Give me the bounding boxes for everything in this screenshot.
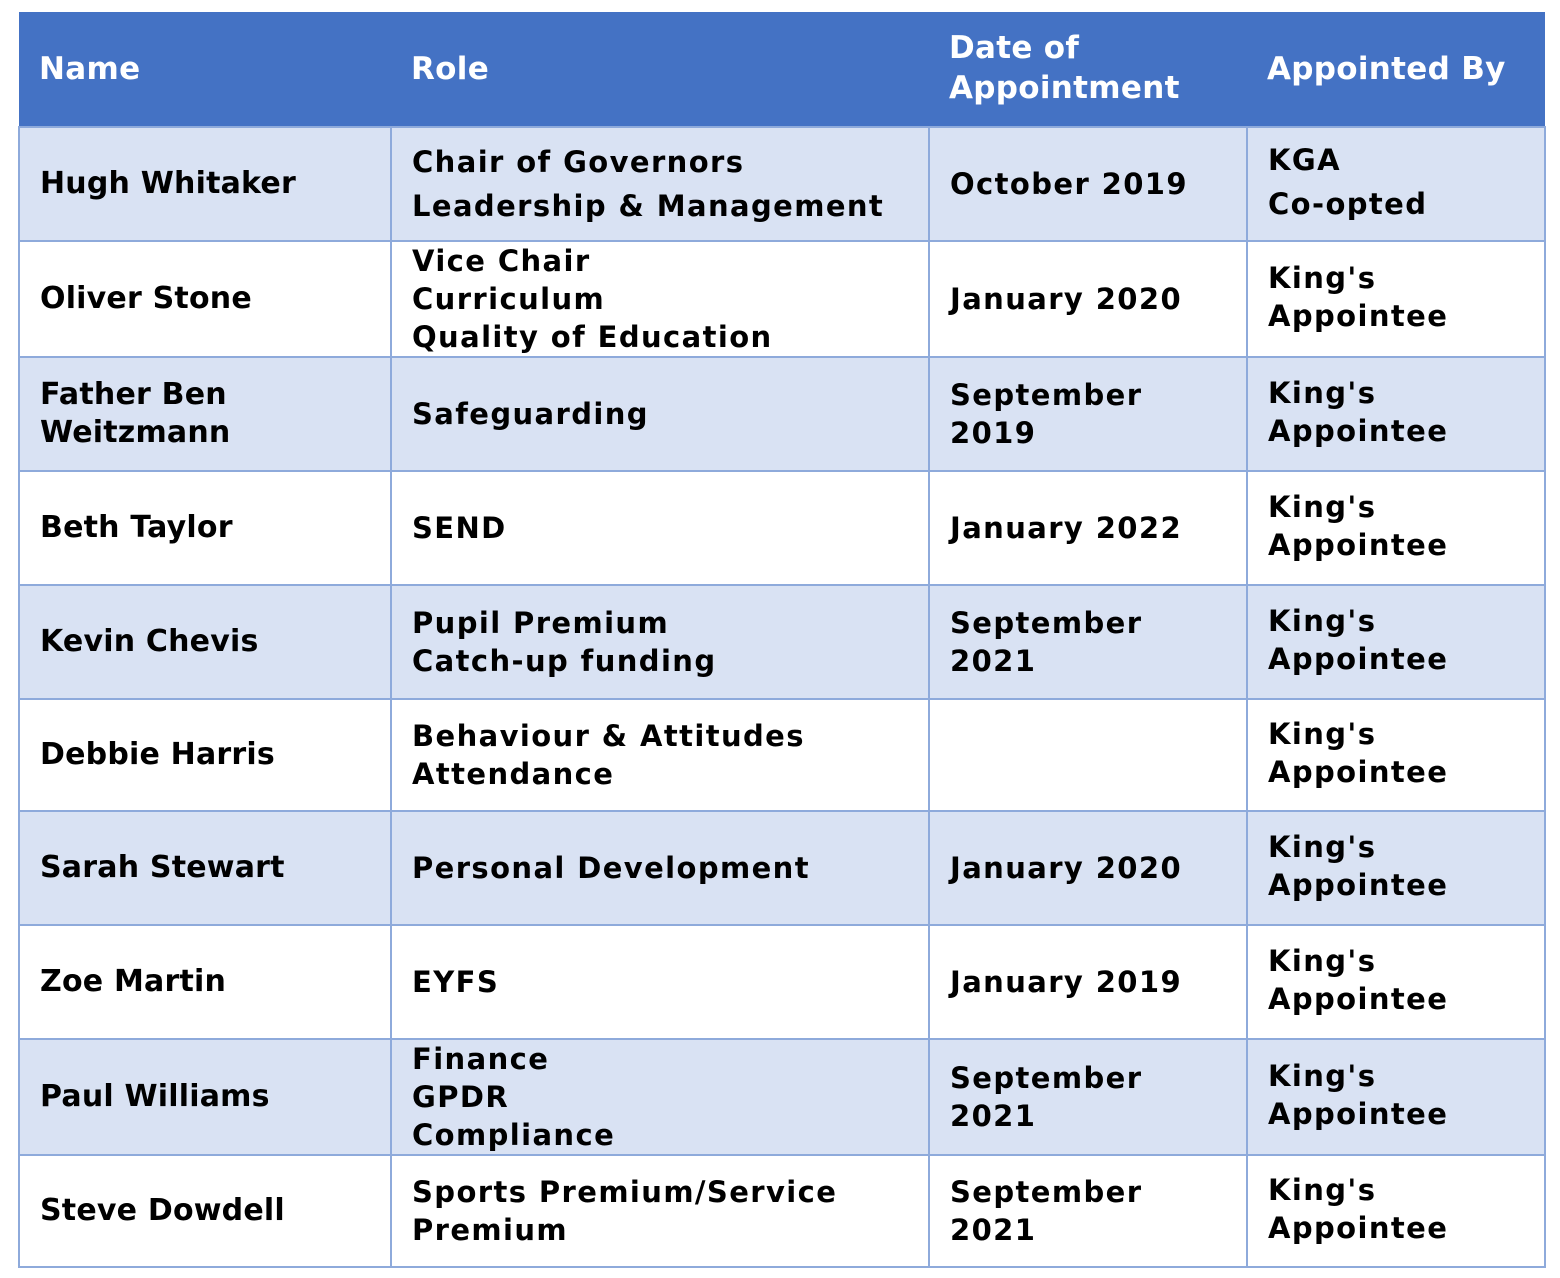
cell-date: September 2021 (929, 585, 1247, 699)
cell-name (19, 1039, 391, 1155)
table-row (19, 127, 1545, 241)
cell-role-line: Chair of Governors (412, 145, 745, 179)
cell-date: September 2021 (929, 1155, 1247, 1267)
cell-name (19, 811, 391, 925)
cell-name-line: Steve Dowdell (40, 1193, 285, 1228)
cell-appointed-by-line: Appointee (1268, 414, 1449, 448)
cell-name (19, 699, 391, 811)
cell-role (391, 241, 929, 357)
cell-appointed-by-line: KGA (1268, 143, 1341, 177)
cell-date: September 2021 (929, 1039, 1247, 1155)
cell-name (19, 585, 391, 699)
cell-role-line: Attendance (412, 757, 615, 791)
cell-appointed-by-line: Appointee (1268, 299, 1449, 333)
cell-role (391, 471, 929, 585)
cell-role-line: Personal Development (412, 851, 810, 885)
cell-name-line: Beth Taylor (40, 510, 233, 545)
cell-appointed-by-line: Appointee (1268, 1211, 1449, 1245)
cell-name-line: Paul Williams (40, 1079, 270, 1114)
cell-appointed-by-line: Appointee (1268, 868, 1449, 902)
table-row (19, 357, 1545, 471)
cell-appointed-by (1247, 811, 1545, 925)
cell-role-line: Quality of Education (412, 320, 773, 354)
cell-appointed-by (1247, 241, 1545, 357)
cell-name-line: Oliver Stone (40, 281, 252, 316)
header-date-line1: Date of (949, 30, 1080, 66)
cell-name (19, 357, 391, 471)
cell-date (929, 699, 1247, 811)
cell-appointed-by (1247, 699, 1545, 811)
cell-name-line: Zoe Martin (40, 964, 227, 999)
table-row (19, 811, 1545, 925)
cell-appointed-by-line: King's (1268, 1173, 1377, 1207)
cell-role-line: Curriculum (412, 282, 606, 316)
cell-appointed-by (1247, 357, 1545, 471)
table-row (19, 1039, 1545, 1155)
table-row (19, 585, 1545, 699)
cell-role-line: EYFS (412, 965, 500, 999)
header-name: Name (19, 12, 391, 127)
cell-appointed-by (1247, 1039, 1545, 1155)
cell-role (391, 699, 929, 811)
table-row (19, 925, 1545, 1039)
cell-appointed-by-line: King's (1268, 604, 1377, 638)
governors-table-container (18, 12, 1544, 1268)
cell-role (391, 925, 929, 1039)
header-date-line2: Appointment (949, 70, 1180, 106)
cell-name (19, 471, 391, 585)
cell-appointed-by-line: King's (1268, 944, 1377, 978)
cell-appointed-by (1247, 471, 1545, 585)
cell-role-line: Leadership & Management (412, 189, 885, 223)
cell-name-line: Debbie Harris (40, 737, 275, 772)
cell-date: October 2019 (929, 127, 1247, 241)
cell-name-line: Kevin Chevis (40, 624, 259, 659)
cell-date: January 2022 (929, 471, 1247, 585)
cell-role (391, 357, 929, 471)
cell-appointed-by-line: King's (1268, 261, 1377, 295)
header-role: Role (391, 12, 929, 127)
cell-role-line: Catch-up funding (412, 644, 717, 678)
cell-appointed-by-line: Co-opted (1268, 187, 1428, 221)
cell-role (391, 127, 929, 241)
cell-name (19, 1155, 391, 1267)
cell-role-line: Compliance (412, 1118, 616, 1152)
cell-role-line: GPDR (412, 1080, 510, 1114)
cell-role (391, 811, 929, 925)
cell-appointed-by (1247, 925, 1545, 1039)
table-row (19, 241, 1545, 357)
cell-name-line: Hugh Whitaker (40, 166, 296, 201)
table-row (19, 1155, 1545, 1267)
table-body (19, 127, 1545, 1267)
cell-name-line: Father Ben (40, 377, 227, 412)
cell-appointed-by-line: King's (1268, 717, 1377, 751)
cell-appointed-by-line: Appointee (1268, 1097, 1449, 1131)
table-row (19, 699, 1545, 811)
cell-date: January 2020 (929, 811, 1247, 925)
cell-date: January 2020 (929, 241, 1247, 357)
cell-name-line: Sarah Stewart (40, 850, 285, 885)
cell-appointed-by-line: King's (1268, 376, 1377, 410)
cell-appointed-by-line: King's (1268, 490, 1377, 524)
cell-role-line: Finance (412, 1042, 550, 1076)
cell-appointed-by (1247, 1155, 1545, 1267)
cell-appointed-by (1247, 585, 1545, 699)
cell-appointed-by (1247, 127, 1545, 241)
cell-role-line: Vice Chair (412, 244, 591, 278)
cell-role-line: Sports Premium/Service (412, 1175, 838, 1209)
cell-appointed-by-line: King's (1268, 1059, 1377, 1093)
cell-role (391, 585, 929, 699)
cell-appointed-by-line: Appointee (1268, 755, 1449, 789)
header-date-of-appointment (929, 12, 1247, 127)
cell-role (391, 1039, 929, 1155)
cell-date: September 2019 (929, 357, 1247, 471)
cell-name-line: Weitzmann (40, 415, 231, 450)
cell-role-line: Premium (412, 1213, 569, 1247)
cell-role-line: Behaviour & Attitudes (412, 719, 805, 753)
cell-name (19, 925, 391, 1039)
governors-table (18, 12, 1546, 1268)
cell-role-line: SEND (412, 511, 507, 545)
cell-appointed-by-line: Appointee (1268, 982, 1449, 1016)
cell-role (391, 1155, 929, 1267)
table-row (19, 471, 1545, 585)
cell-name (19, 127, 391, 241)
cell-role-line: Safeguarding (412, 397, 649, 431)
cell-appointed-by-line: King's (1268, 830, 1377, 864)
cell-date: January 2019 (929, 925, 1247, 1039)
header-appointed-by: Appointed By (1247, 12, 1545, 127)
cell-role-line: Pupil Premium (412, 606, 670, 640)
cell-appointed-by-line: Appointee (1268, 528, 1449, 562)
cell-name (19, 241, 391, 357)
cell-appointed-by-line: Appointee (1268, 642, 1449, 676)
table-header-row (19, 12, 1545, 127)
